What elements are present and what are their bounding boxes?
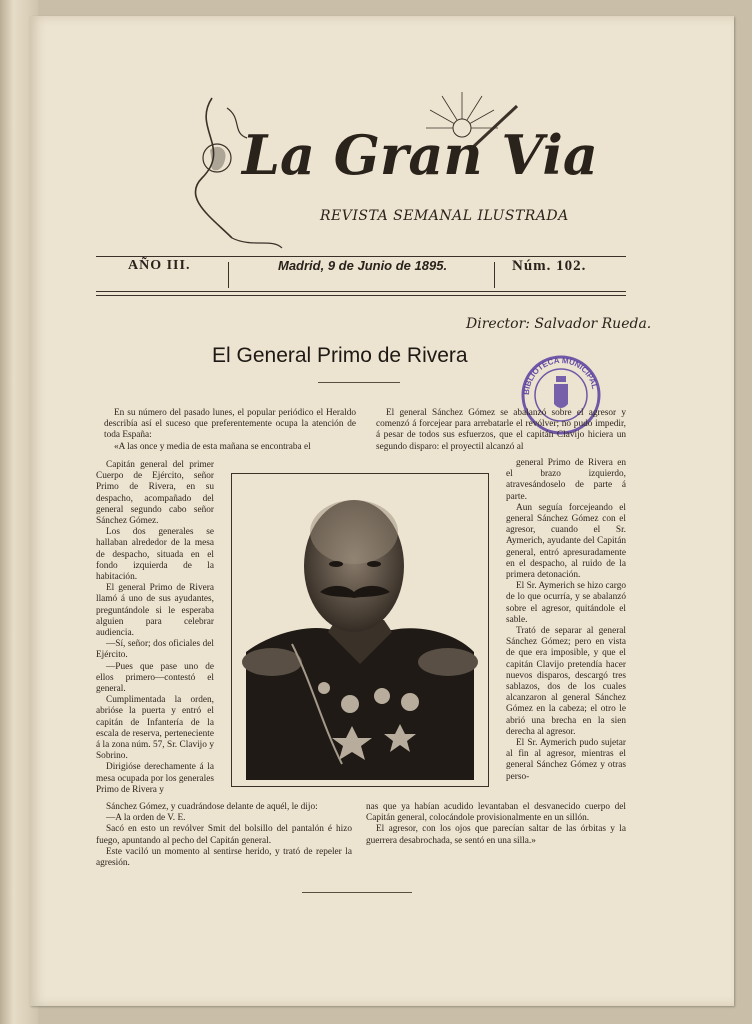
header-rule-top xyxy=(96,256,626,257)
paragraph: —A la orden de V. E. xyxy=(106,813,186,824)
paragraph: Sacó en esto un revólver Smit del bolsillo del pantalón é hizo fuego, apuntando al pecho del Capitán general. xyxy=(96,824,352,846)
paragraph: Los dos generales se hallaban alrededor de la mesa de despacho, situada en el fondo izquierda de la habitación. xyxy=(96,527,214,583)
paragraph: El agresor, con los ojos que parecían saltar de las órbitas y la guerrera desabrochada, se sentó en una silla.» xyxy=(366,824,626,846)
article-right-bottom xyxy=(366,802,626,847)
paragraph: Trató de separar al general Sánchez Gómez; pero en vista de que era imposible, y que el capitán Clavijo pretendía hacer nuevos disparos, descargó tres sablazos, dos de los cuales alcanzaron al general Sánchez Gómez en la cabeza; el otro le abrió una brecha en la sien derecha al agresor. xyxy=(506,626,626,737)
year-label: AÑO III. xyxy=(128,258,191,273)
paragraph: —Pues que pase uno de ellos primero—contestó el general. xyxy=(96,661,214,695)
general-portrait xyxy=(232,474,488,786)
article-left-bottom xyxy=(96,802,352,869)
paragraph: El general Sánchez Gómez se abalanzó sobre el agresor y comenzó á forcejear para arrebatarle el revólver; no pudo impedir, á pesar de todos sus esfuerzos, que el capitán Clavijo hiciera un segundo disparo: el proyectil alcanzó al xyxy=(376,408,626,452)
article-right-column xyxy=(506,458,626,783)
paragraph: —Sí, señor; dos oficiales del Ejército. xyxy=(96,639,214,661)
paragraph: Capitán general del primer Cuerpo de Ejército, señor Primo de Rivera, en su despacho, acompañado del general segundo cabo señor Sánchez Gómez. xyxy=(96,460,214,527)
article-right-top xyxy=(376,408,626,453)
article-intro xyxy=(104,408,356,453)
date-label: Madrid, 9 de Junio de 1895. xyxy=(278,258,448,273)
header-divider-2 xyxy=(494,262,495,288)
masthead-logo xyxy=(172,88,598,258)
paragraph: Sánchez Gómez, y cuadrándose delante de aquél, le dijo: xyxy=(106,802,318,812)
header-rule-bottom xyxy=(96,291,626,292)
paragraph: Cumplimentada la orden, abrióse la puerta y entró el capitán de Infantería de la escala de reserva, perteneciente á la zona núm. 57, Sr. Clavijo y Sobrino. xyxy=(96,695,214,762)
masthead-subtitle: REVISTA SEMANAL ILUSTRADA xyxy=(320,208,569,224)
paragraph: Dirigióse derechamente á la mesa ocupada por los generales Primo de Rivera y xyxy=(96,762,214,795)
director-line: Director: Salvador Rueda. xyxy=(466,316,652,332)
masthead-title: La Gran Via xyxy=(242,123,598,187)
title-rule xyxy=(318,382,400,383)
header-rule-bottom-2 xyxy=(96,295,626,296)
issue-number: Núm. 102. xyxy=(512,258,587,274)
article-title: El General Primo de Rivera xyxy=(212,344,468,367)
paragraph: general Primo de Rivera en el brazo izquierdo, atravesándoselo de parte á parte. xyxy=(506,458,626,502)
portrait-frame xyxy=(231,473,489,787)
paragraph: nas que ya habían acudido levantaban el desvanecido cuerpo del Capitán general, colocándole provisionalmente en un sillón. xyxy=(366,802,626,824)
header-divider-1 xyxy=(228,262,229,288)
article-left-column xyxy=(96,460,214,796)
footer-rule xyxy=(302,892,412,893)
paragraph: Aun seguía forcejeando el general Sánchez Gómez con el agresor, cuando el Sr. Aymerich, ayudante del Capitán general, entró apresuradamente en el despacho, al ruido de la primera detonación. xyxy=(506,502,626,581)
paragraph: En su número del pasado lunes, el popular periódico el Heraldo describía así el suceso que preferentemente ocupa la atención de toda España: xyxy=(104,408,356,441)
paragraph: El Sr. Aymerich se hizo cargo de lo que ocurría, y se abalanzó sobre el agresor, quitándole el sable. xyxy=(506,581,626,625)
paragraph: «A las once y media de esta mañana se encontraba el xyxy=(114,441,311,452)
paragraph: El general Primo de Rivera llamó á uno de sus ayudantes, preguntándole si le esperaba alguien para celebrar audiencia. xyxy=(96,583,214,639)
paragraph: Este vaciló un momento al sentirse herido, y trató de repeler la agresión. xyxy=(96,846,352,869)
stamp-text: BIBLIOTECA MUNICIPAL xyxy=(521,355,600,396)
paragraph: El Sr. Aymerich pudo sujetar al fin al agresor, mientras el general Sánchez Gómez y otras perso- xyxy=(506,738,626,782)
